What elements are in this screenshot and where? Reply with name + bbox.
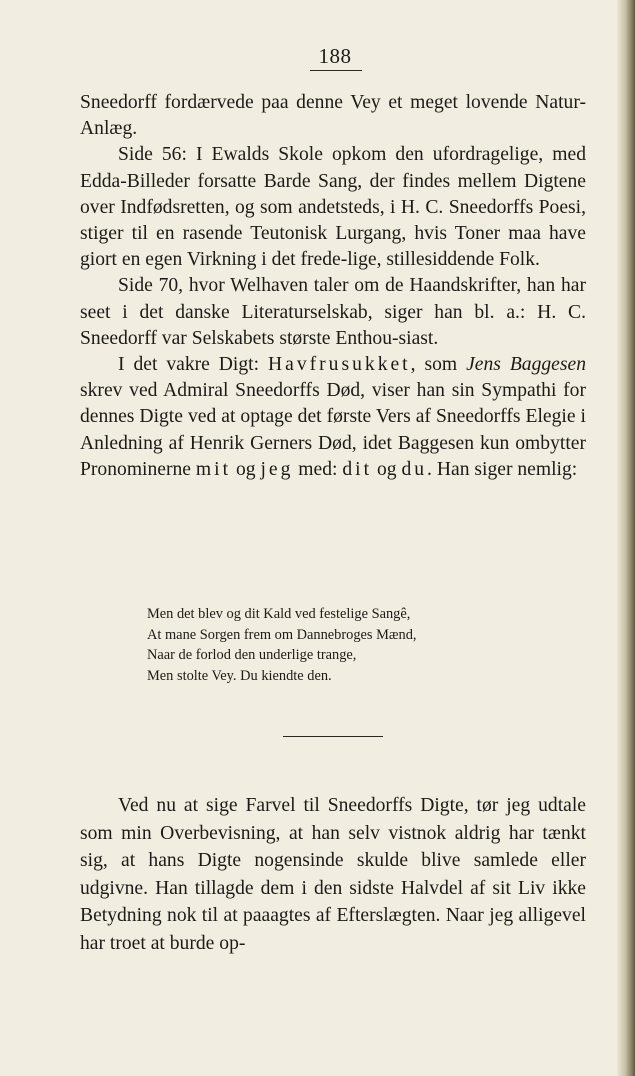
section-divider [283, 736, 383, 737]
upper-text-block [80, 90, 586, 483]
poem-line: Men det blev og dit Kald ved festelige Sangê, [147, 606, 411, 622]
poem-title-havfrusukket: Havfrusukket [267, 354, 411, 376]
page-edge-shadow [617, 0, 635, 1076]
word-jeg: jeg [260, 458, 294, 480]
author-jens-baggesen: Jens Baggesen [466, 354, 586, 376]
p4-text-i: med: [293, 458, 343, 480]
p4-text-m: . Han siger nemlig: [427, 458, 578, 480]
poem-line: At mane Sorgen frem om Dannebroges Mænd, [147, 626, 417, 643]
paragraph-side-56: Side 56: I Ewalds Skole opkom den ufordragelige, med Edda-Billeder forsatte Barde Sang, der findes mellem Digtene over Indfødsretten, og som andetsteds, i H. C. Sneedorffs Poesi, stiger til en rasende Teutonisk Lurgang, hvis Toner maa have giort en egen Virkning i det frede-lige, stillesiddende Folk. [80, 144, 586, 271]
paragraph-continuation: Sneedorff fordærvede paa denne Vey et meget lovende Natur-Anlæg. [80, 92, 586, 140]
page-number-rule [310, 70, 362, 71]
word-dit: dit [342, 458, 373, 480]
poem-quote [147, 604, 567, 687]
p4-text-g: og [231, 458, 261, 480]
poem-line: Men stolte Vey. Du kiendte den. [147, 668, 332, 685]
paragraph-side-70: Side 70, hvor Welhaven taler om de Haandskrifter, han har seet i det danske Literaturselskab, siger han bl. a.: H. C. Sneedorff var Selskabets største Enthou-siast. [80, 275, 586, 349]
word-du: du [401, 458, 428, 480]
lower-text-block [80, 792, 586, 957]
p4-text-e: skrev ved Admiral Sneedorffs Død, viser han sin Sympathi for dennes Digte ved at optage det første Vers af Sneedorffs Elegie i Anledning af Henrik Gerners Død, idet Baggesen kun ombytter Pronominerne [80, 380, 586, 480]
p4-text-a: I det vakre Digt: [118, 354, 268, 376]
poem-line: Naar de forlod den underlige trange, [147, 647, 357, 664]
p4-text-c: , som [410, 354, 467, 376]
paragraph-havfrusukket [80, 352, 586, 483]
page-number: 188 [318, 44, 352, 68]
p4-text-k: og [372, 458, 402, 480]
paragraph-farvel: Ved nu at sige Farvel til Sneedorffs Digte, tør jeg udtale som min Overbevisning, at han selv vistnok aldrig har tænkt sig, at hans Digte nogensinde skulde blive samlede eller udgivne. Han tillagde dem i den sidste Halvdel af sit Liv ikke Betydning nok til at paaagtes af Efterslægten. Naar jeg alligevel har troet at burde op- [80, 795, 586, 954]
word-mit: mit [195, 458, 232, 480]
